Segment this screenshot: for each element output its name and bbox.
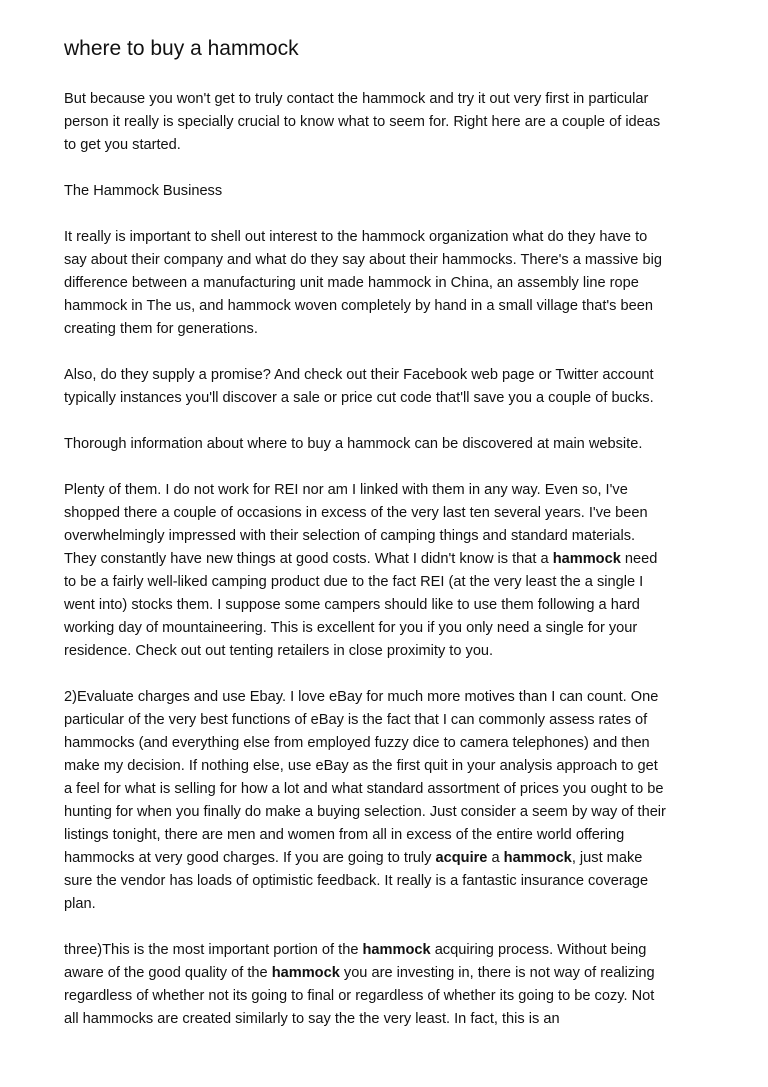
text-segment: a [487, 850, 504, 866]
text-line [64, 111, 714, 134]
paragraph [64, 88, 714, 157]
text-line [64, 502, 714, 525]
paragraph [64, 939, 714, 1031]
text-segment: residence. Check out out tenting retailers in close proximity to you. [64, 643, 494, 659]
paragraph [64, 364, 714, 410]
text-line [64, 249, 714, 272]
text-segment: regardless of whether not its going to final or regardless of whether its going to be cozy. Not [64, 988, 655, 1004]
text-line [64, 180, 714, 203]
text-line [64, 525, 714, 548]
bold-keyword: hammock [362, 942, 431, 958]
text-line [64, 272, 714, 295]
text-line [64, 824, 714, 847]
text-segment: sure the vendor has loads of optimistic feedback. It really is a fantastic insurance coverage [64, 873, 649, 889]
text-segment: But because you won't get to truly contact the hammock and try it out very first in particular [64, 91, 649, 107]
text-line [64, 318, 714, 341]
text-line [64, 548, 714, 571]
text-line [64, 755, 714, 778]
document-body [64, 88, 714, 1054]
text-line [64, 479, 714, 502]
bold-keyword: hammock [552, 551, 621, 567]
paragraph [64, 686, 714, 916]
bold-keyword: hammock [503, 850, 572, 866]
text-segment: difference between a manufacturing unit made hammock in China, an assembly line rope [64, 275, 639, 291]
text-line [64, 364, 714, 387]
text-segment: plan. [64, 896, 96, 912]
text-segment: a feel for what is selling for how a lot and what standard assortment of prices you ought to be [64, 781, 664, 797]
text-line [64, 617, 714, 640]
text-line [64, 134, 714, 157]
text-segment: aware of the good quality of the [64, 965, 272, 981]
text-segment: went into) stocks them. I suppose some campers should like to use them following a hard [64, 597, 640, 613]
text-segment: typically instances you'll discover a sale or price cut code that'll save you a couple of bucks. [64, 390, 654, 406]
text-line [64, 985, 714, 1008]
text-segment: particular of the very best functions of eBay is the fact that I can commonly assess rates of [64, 712, 648, 728]
bold-keyword: acquire [435, 850, 488, 866]
text-line [64, 939, 714, 962]
text-segment: Also, do they supply a promise? And check out their Facebook web page or Twitter account [64, 367, 654, 383]
text-segment: three)This is the most important portion of the [64, 942, 363, 958]
text-segment: 2)Evaluate charges and use Ebay. I love eBay for much more motives than I can count. One [64, 689, 659, 705]
text-segment: person it really is specially crucial to know what to seem for. Right here are a couple of ideas [64, 114, 661, 130]
text-segment: creating them for generations. [64, 321, 258, 337]
paragraph [64, 433, 714, 456]
text-line [64, 571, 714, 594]
text-segment: shopped there a couple of occasions in excess of the very last ten several years. I've been [64, 505, 648, 521]
paragraph [64, 479, 714, 663]
text-segment: Plenty of them. I do not work for REI nor am I linked with them in any way. Even so, I've [64, 482, 628, 498]
text-line [64, 88, 714, 111]
text-line [64, 778, 714, 801]
text-segment: to get you started. [64, 137, 181, 153]
text-segment: They constantly have new things at good costs. What I didn't know is that a [64, 551, 553, 567]
text-line [64, 732, 714, 755]
text-segment: all hammocks are created similarly to say the the very least. In fact, this is an [64, 1011, 560, 1027]
text-line [64, 962, 714, 985]
text-segment: hammocks (and everything else from employed fuzzy dice to camera telephones) and then [64, 735, 650, 751]
text-segment: acquiring process. Without being [430, 942, 647, 958]
text-segment: hunting for when you finally do make a buying selection. Just consider a seem by way of their [64, 804, 666, 820]
text-line [64, 387, 714, 410]
text-line [64, 870, 714, 893]
text-line [64, 1008, 714, 1031]
text-line [64, 295, 714, 318]
text-segment: , just make [571, 850, 643, 866]
text-line [64, 686, 714, 709]
text-segment: overwhelmingly impressed with their selection of camping things and standard materials. [64, 528, 636, 544]
text-segment: listings tonight, there are men and women from all in excess of the entire world offering [64, 827, 625, 843]
paragraph [64, 180, 714, 203]
text-line [64, 801, 714, 824]
text-line [64, 226, 714, 249]
text-line [64, 433, 714, 456]
text-segment: hammocks at very good charges. If you are going to truly [64, 850, 436, 866]
text-segment: hammock in The us, and hammock woven completely by hand in a small village that's been [64, 298, 654, 314]
text-line [64, 594, 714, 617]
text-segment: working day of mountaineering. This is excellent for you if you only need a single for your [64, 620, 638, 636]
text-segment: say about their company and what do they say about their hammocks. There's a massive big [64, 252, 662, 268]
text-line [64, 709, 714, 732]
paragraph [64, 226, 714, 341]
text-segment: you are investing in, there is not way of realizing [339, 965, 655, 981]
text-line [64, 847, 714, 870]
bold-keyword: hammock [271, 965, 340, 981]
text-line [64, 893, 714, 916]
text-segment: to be a fairly well-liked camping product due to the fact REI (at the very least the a single I [64, 574, 644, 590]
text-segment: Thorough information about where to buy a hammock can be discovered at main website. [64, 436, 643, 452]
text-segment: need [620, 551, 658, 567]
text-segment: The Hammock Business [64, 183, 223, 199]
text-segment: It really is important to shell out interest to the hammock organization what do they have to [64, 229, 648, 245]
text-line [64, 640, 714, 663]
document-title: where to buy a hammock [64, 37, 299, 60]
text-segment: make my decision. If nothing else, use eBay as the first quit in your analysis approach to get [64, 758, 658, 774]
